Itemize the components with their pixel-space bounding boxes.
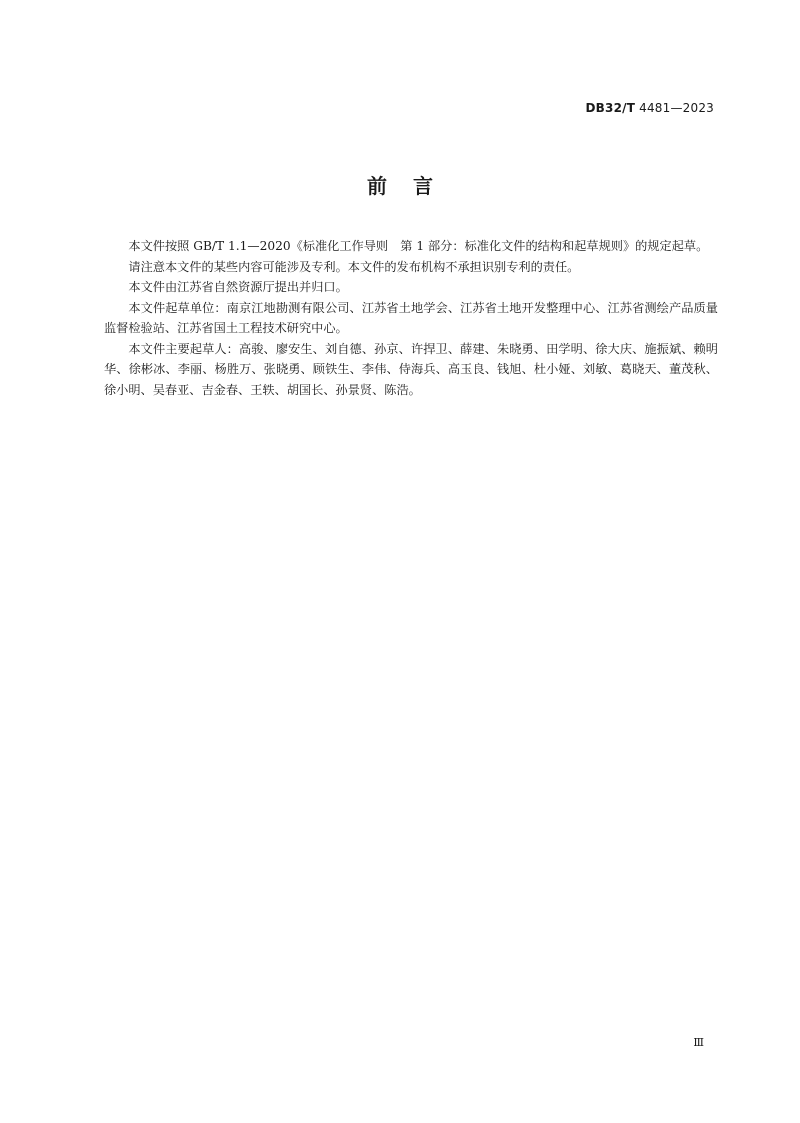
page-title: 前言 <box>367 174 459 198</box>
foreword-body <box>104 236 718 400</box>
page-number: Ⅲ <box>693 1036 704 1049</box>
paragraph-drafters: 本文件主要起草人：高骏、廖安生、刘自德、孙京、许捍卫、薛建、朱晓勇、田学明、徐大庆、施振斌、赖明华、徐彬冰、李丽、杨胜万、张晓勇、顾铁生、李伟、侍海兵、高玉良、钱旭、杜小娅、刘敏、葛晓天、董茂秋、徐小明、吴春亚、吉金春、王轶、胡国长、孙景贤、陈浩。 <box>104 341 718 397</box>
paragraph-drafting-basis: 本文件按照 GB/T 1.1—2020《标准化工作导则 第 1 部分：标准化文件的结构和起草规则》的规定起草。 <box>128 239 709 253</box>
paragraph-proposer: 本文件由江苏省自然资源厅提出并归口。 <box>128 280 348 294</box>
paragraph-drafting-units: 本文件起草单位：南京江地勘测有限公司、江苏省土地学会、江苏省土地开发整理中心、江苏省测绘产品质量监督检验站、江苏省国土工程技术研究中心。 <box>104 300 718 335</box>
paragraph-patent-notice: 请注意本文件的某些内容可能涉及专利。本文件的发布机构不承担识别专利的责任。 <box>128 259 580 274</box>
document-code-prefix: DB32/T <box>585 101 636 115</box>
document-code-number: 4481—2023 <box>639 101 714 115</box>
document-code <box>586 101 714 115</box>
